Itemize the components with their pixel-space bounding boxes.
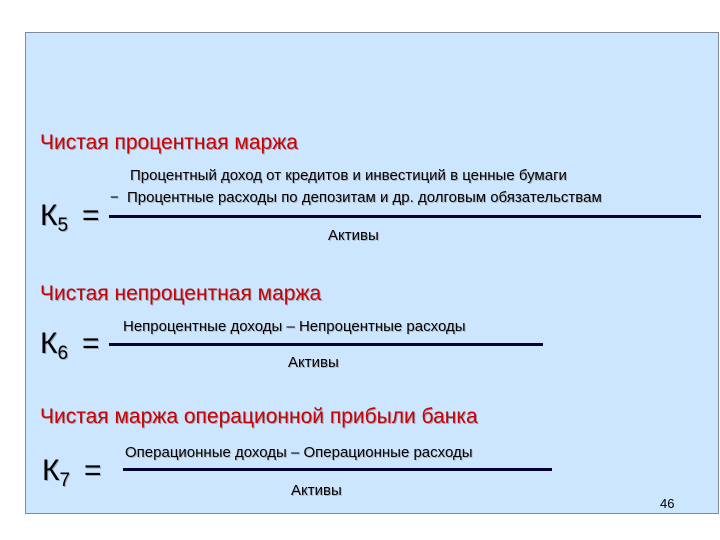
heading-net-interest-margin: Чистая процентная маржа: [40, 131, 298, 154]
k6-equals: =: [82, 327, 100, 360]
k5-label: $К_5$: [40, 199, 69, 236]
slide-panel: [25, 32, 719, 514]
k7-fraction-bar: [123, 468, 552, 471]
k6-fraction-bar: [109, 343, 543, 346]
k5-numerator-line1: Процентный доход от кредитов и инвестиций в ценные бумаги: [130, 167, 567, 184]
k6-denominator: Активы: [288, 354, 339, 371]
heading-net-operating-profit-margin: Чистая маржа операционной прибыли банка: [40, 405, 478, 428]
page-number: 46: [660, 496, 675, 511]
k5-equals: =: [82, 199, 100, 232]
k7-numerator: Операционные доходы – Операционные расходы: [125, 444, 473, 461]
k6-numerator: Непроцентные доходы – Непроцентные расходы: [123, 318, 466, 335]
k5-numerator-line2: Процентные расходы по депозитам и др. долговым обязательствам: [127, 189, 602, 206]
k5-denominator: Активы: [328, 227, 379, 244]
k7-equals: =: [84, 454, 102, 487]
heading-net-noninterest-margin: Чистая непроцентная маржа: [40, 282, 322, 305]
k7-denominator: Активы: [291, 482, 342, 499]
k6-label: $К_6$: [40, 327, 69, 364]
k5-minus-sign: −: [110, 189, 119, 206]
k7-label: $К_7$: [42, 454, 71, 491]
k5-fraction-bar: [109, 215, 701, 218]
